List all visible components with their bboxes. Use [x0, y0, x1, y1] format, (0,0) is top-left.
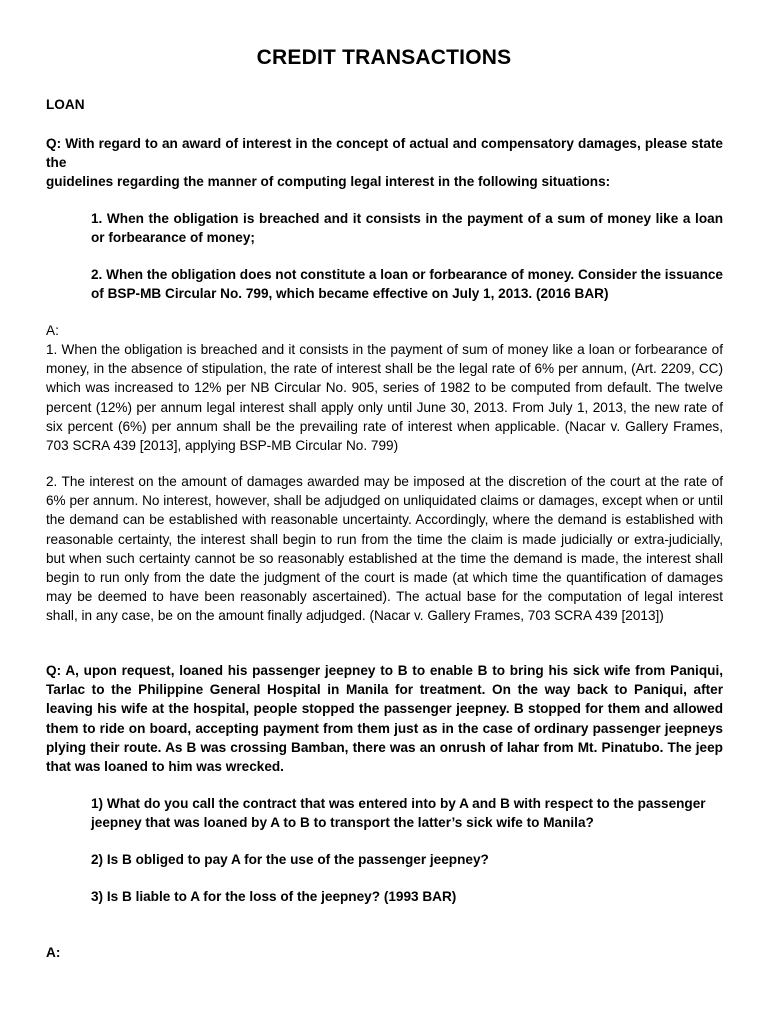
question-1-sub-1: 1. When the obligation is breached and it consists in the payment of a sum of money like a loan or forbearance of money; [91, 211, 723, 246]
answer-1-paragraph-2: 2. The interest on the amount of damages awarded may be imposed at the discretion of the court at the rate of 6% per annum. No interest, however, shall be adjudged on unliquidated claims or damages, except when or until the demand can be established with reasonable uncertainty. Accordingly, where the demand is established with reasonable certainty, the interest shall begin to run from the time the claim is made judicially or extra-judicially, but when such certainty cannot be so reasonably established at the time the demand is made, the interest shall begin to run only from the date the judgment of the court is made (at which time the quantification of damages may be deemed to have been reasonably ascertained). The actual base for the computation of legal interest shall, in any case, be on the amount finally adjudged. (Nacar v. Gallery Frames, 703 SCRA 439 [2013]) [46, 474, 723, 624]
answer-1-paragraph-1: 1. When the obligation is breached and it consists in the payment of sum of money like a loan or forbearance of money, in the absence of stipulation, the rate of interest shall be the legal rate of 6% per annum, (Art. 2209, CC) which was increased to 12% per NB Circular No. 905, series of 1982 to be computed from default. The twelve percent (12%) per annum legal interest shall apply only until June 30, 2013. From July 1, 2013, the new rate of six percent (6%) per annum shall be the prevailing rate of interest when applicable. (Nacar v. Gallery Frames, 703 SCRA 439 [2013], applying BSP-MB Circular No. 799) [46, 342, 723, 454]
question-2-sub-3: 3) Is B liable to A for the loss of the jeepney? (1993 BAR) [91, 889, 457, 904]
question-1-line1: Q: With regard to an award of interest in the concept of actual and compensatory damages, please state the [46, 136, 723, 171]
section-heading: LOAN [46, 97, 85, 112]
answer-1-label: A: [46, 323, 59, 338]
page-title: CREDIT TRANSACTIONS [256, 46, 512, 69]
question-2-sub-2: 2) Is B obliged to pay A for the use of the passenger jeepney? [91, 852, 489, 867]
question-2: Q: A, upon request, loaned his passenger jeepney to B to enable B to bring his sick wife from Paniqui, Tarlac to the Philippine General Hospital in Manila for treatment. On the way back to Paniqui, after leaving his wife at the hospital, people stopped the passenger jeepney. B stopped for them and allowed them to ride on board, accepting payment from them just as in the case of ordinary passenger jeepneys plying their route. As B was crossing Bamban, there was an onrush of lahar from Mt. Pinatubo. The jeep that was loaned to him was wrecked. [46, 663, 723, 775]
question-1-sub-2: 2. When the obligation does not constitute a loan or forbearance of money. Consider the issuance of BSP-MB Circular No. 799, which became effective on July 1, 2013. (2016 BAR) [91, 267, 723, 302]
answer-2-label: A: [46, 945, 61, 960]
question-2-sub-1: 1) What do you call the contract that was entered into by A and B with respect to the passenger jeepney that was loaned by A to B to transport the latter’s sick wife to Manila? [91, 796, 706, 831]
question-1-line2: guidelines regarding the manner of computing legal interest in the following situations: [46, 174, 611, 189]
